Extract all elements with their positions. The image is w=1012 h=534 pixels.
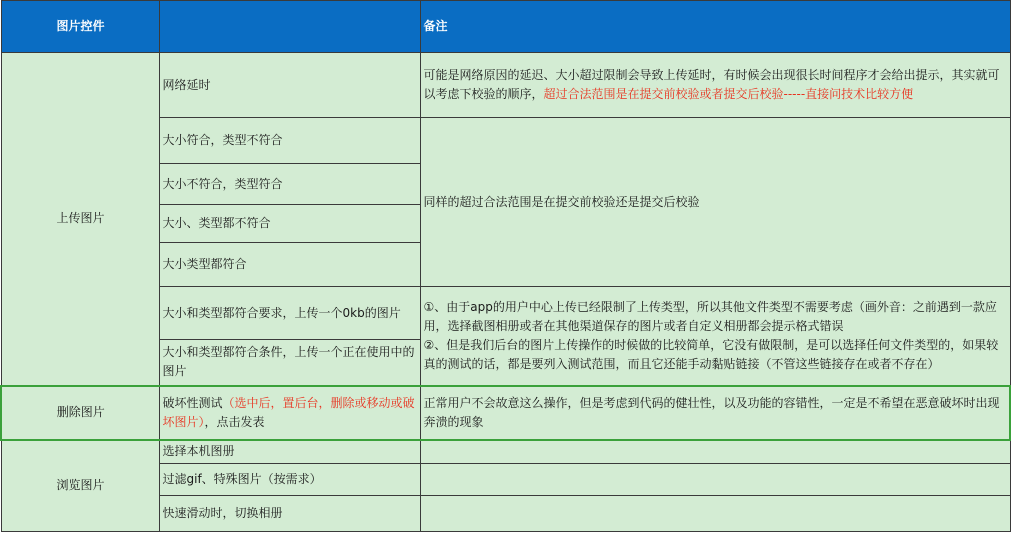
note-cell[interactable]: 同样的超过合法范围是在提交前校验还是提交后校验 (420, 118, 1010, 287)
note-line: ②、但是我们后台的图片上传操作的时候做的比较简单，它没有做限制，是可以选择任何文件类型的，如果较真的测试的话，都是要列入测试范围，而且它还能手动黏贴链接（不管这些链接存在或者不存在） (423, 337, 999, 371)
category-delete[interactable]: 删除图片 (1, 386, 159, 440)
test-item-text: ，点击发表 (204, 414, 265, 429)
test-item-cell[interactable]: 大小、类型都不符合 (159, 205, 420, 243)
test-item-cell[interactable]: 大小和类型都符合条件，上传一个正在使用中的图片 (159, 340, 420, 386)
test-item-text: 破坏性测试 (162, 395, 223, 410)
test-item-highlight-text: （选中后，置后台，删除或移动或破坏图片） (162, 395, 415, 429)
header-test-item[interactable] (159, 1, 420, 53)
test-item-cell[interactable] (159, 386, 420, 440)
test-item-cell[interactable]: 大小类型都符合 (159, 243, 420, 287)
test-item-cell[interactable]: 大小和类型都符合要求，上传一个0kb的图片 (159, 287, 420, 340)
note-highlight-text: 超过合法范围是在提交前校验或者提交后校验-----直接问技术比较方便 (543, 87, 914, 101)
table-row (1, 53, 1010, 118)
test-item-cell[interactable]: 过滤gif、特殊图片（按需求） (159, 464, 420, 496)
note-cell[interactable] (420, 464, 1010, 496)
header-notes[interactable]: 备注 (420, 1, 1010, 53)
table-row (1, 440, 1010, 464)
note-cell[interactable]: 正常用户不会故意这么操作，但是考虑到代码的健壮性，以及功能的容错性，一定是不希望在恶意破坏时出现奔溃的现象 (420, 386, 1010, 440)
test-item-cell[interactable]: 大小符合，类型不符合 (159, 118, 420, 164)
table-row-selected (1, 386, 1010, 440)
header-image-control[interactable]: 图片控件 (1, 1, 159, 53)
category-upload[interactable]: 上传图片 (1, 53, 159, 386)
note-cell[interactable] (420, 440, 1010, 464)
note-cell[interactable] (420, 287, 1010, 386)
test-item-cell[interactable]: 网络延时 (159, 53, 420, 118)
test-item-cell[interactable]: 大小不符合，类型符合 (159, 164, 420, 205)
test-item-cell[interactable]: 快速滑动时，切换相册 (159, 496, 420, 532)
note-cell[interactable] (420, 496, 1010, 532)
header-row (1, 1, 1010, 53)
note-text: 可能是网络原因的延迟、大小超过限制会导致上传延时，有时候会出现很长时间程序才会给出提示，其实就可以考虑下校验的顺序， (423, 68, 1000, 101)
note-line: ①、由于app的用户中心上传已经限制了上传类型，所以其他文件类型不需要考虑（画外音：之前遇到一款应用，选择截图相册或者在其他渠道保存的图片或者自定义相册都会提示格式错误 (423, 299, 997, 333)
category-browse[interactable]: 浏览图片 (1, 440, 159, 532)
note-cell[interactable] (420, 53, 1010, 118)
test-item-cell[interactable]: 选择本机图册 (159, 440, 420, 464)
